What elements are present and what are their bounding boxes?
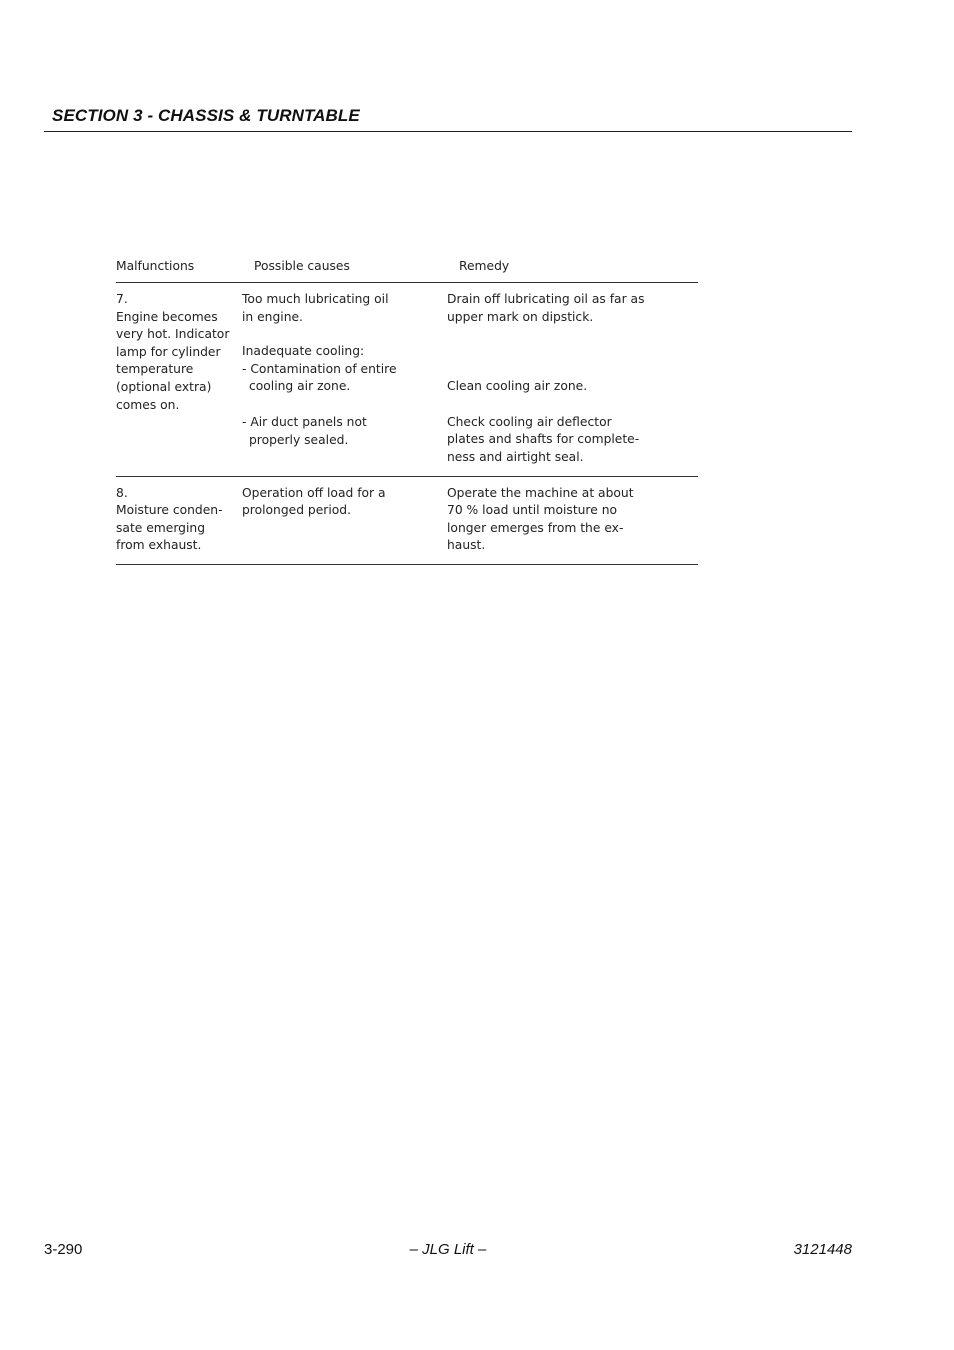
table-row xyxy=(116,283,698,477)
malfunction-cell xyxy=(116,291,243,467)
publisher-name: – JLG Lift – xyxy=(409,1241,487,1258)
remedy-line: plates and shafts for complete- xyxy=(447,432,640,447)
cause-item-continuation: cooling air zone. xyxy=(249,379,351,394)
remedy-line: upper mark on dipstick. xyxy=(447,309,594,324)
possible-causes-cell xyxy=(242,291,447,467)
remedy-line: 70 % load until moisture no xyxy=(447,503,618,518)
malfunction-line: Moisture conden- xyxy=(116,503,223,518)
column-header-remedy: Remedy xyxy=(459,259,510,273)
malfunction-line: (optional extra) xyxy=(116,379,212,394)
table-header-row xyxy=(116,258,698,283)
cause-line: in engine. xyxy=(242,309,303,324)
remedy-line: Clean cooling air zone. xyxy=(447,379,588,394)
cause-item: - Contamination of entire xyxy=(242,361,397,376)
column-header-malfunctions: Malfunctions xyxy=(116,259,195,273)
cause-item: - Air duct panels not xyxy=(242,414,367,429)
malfunction-line: comes on. xyxy=(116,397,180,412)
document-number: 3121448 xyxy=(793,1241,852,1258)
page-number: 3-290 xyxy=(44,1241,83,1258)
malfunction-line: sate emerging xyxy=(116,520,206,535)
cause-line: prolonged period. xyxy=(242,503,352,518)
remedy-cell xyxy=(447,291,697,467)
troubleshooting-table xyxy=(116,258,698,565)
malfunction-line: Engine becomes xyxy=(116,309,218,324)
malfunction-number: 8. xyxy=(116,485,128,500)
cause-line: Too much lubricating oil xyxy=(242,292,389,306)
malfunction-line: temperature xyxy=(116,362,194,377)
table-row xyxy=(116,477,698,565)
header-divider xyxy=(44,131,852,132)
remedy-line: Check cooling air deflector xyxy=(447,414,612,429)
remedy-line: Drain off lubricating oil as far as xyxy=(447,292,645,306)
malfunction-line: from exhaust. xyxy=(116,538,202,553)
cause-line: Operation off load for a xyxy=(242,485,386,500)
malfunction-number: 7. xyxy=(116,292,128,306)
malfunction-line: very hot. Indicator xyxy=(116,327,230,342)
section-title: SECTION 3 - CHASSIS & TURNTABLE xyxy=(52,106,360,125)
remedy-line: ness and airtight seal. xyxy=(447,449,584,464)
remedy-line: haust. xyxy=(447,538,486,553)
cause-item-continuation: properly sealed. xyxy=(249,432,349,447)
remedy-cell xyxy=(447,485,697,555)
remedy-line: longer emerges from the ex- xyxy=(447,520,624,535)
malfunction-line: lamp for cylinder xyxy=(116,344,221,359)
column-header-possible-causes: Possible causes xyxy=(254,259,350,273)
possible-causes-cell xyxy=(242,485,447,555)
cause-heading: Inadequate cooling: xyxy=(242,344,365,359)
malfunction-cell xyxy=(116,485,243,555)
remedy-line: Operate the machine at about xyxy=(447,485,634,500)
